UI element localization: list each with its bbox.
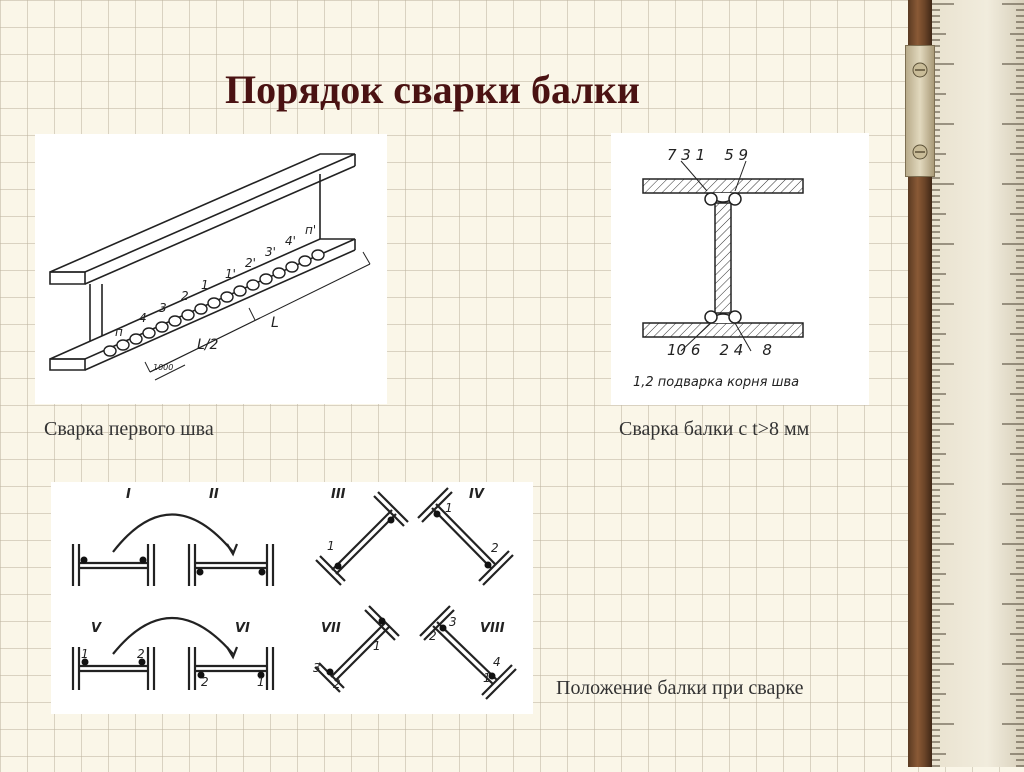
seam-label: 2	[181, 289, 189, 303]
bottom-seam-labels: 10 6 2 4 8	[667, 341, 772, 359]
seam-number: 3	[313, 661, 321, 675]
beam-positions-drawing	[51, 482, 533, 714]
seam-number: 4	[493, 655, 501, 669]
seam-number: 1	[327, 539, 335, 553]
seam-number: 2	[429, 629, 437, 643]
position-label: VIII	[480, 621, 505, 636]
ruler-brass-clip	[905, 45, 935, 177]
seam-number: 1	[445, 501, 453, 515]
figure-first-seam	[35, 134, 387, 404]
position-label: III	[331, 487, 346, 502]
seam-number: 2	[333, 677, 341, 691]
isometric-beam-drawing	[35, 134, 387, 404]
seam-label: 1'	[225, 267, 236, 281]
top-seam-labels: 7 3 1 5 9	[667, 146, 749, 164]
ruler-scale	[932, 0, 1024, 767]
seam-label: 4'	[285, 234, 296, 248]
position-label: V	[91, 621, 102, 636]
seam-number: 1	[81, 647, 89, 661]
position-label: IV	[469, 487, 484, 502]
position-label: VII	[321, 621, 341, 636]
ruler-ticks	[932, 0, 1024, 767]
position-label: II	[209, 487, 219, 502]
seam-number: 3	[449, 615, 457, 629]
root-weld-note: 1,2 подварка корня шва	[633, 375, 800, 390]
seam-number: 1	[483, 671, 491, 685]
seam-number: 2	[491, 541, 499, 555]
seam-label: п	[115, 325, 123, 339]
seam-number: 2	[137, 647, 145, 661]
caption-beam-thick: Сварка балки с t>8 мм	[619, 418, 810, 440]
seam-label: 3'	[265, 245, 276, 259]
seam-number: 1	[257, 675, 265, 689]
screw-icon	[906, 46, 934, 176]
cross-section-drawing	[611, 133, 869, 405]
position-label: I	[126, 487, 131, 502]
seam-label: 4	[139, 311, 147, 325]
seam-label: 3	[159, 301, 167, 315]
figure-beam-positions	[51, 482, 533, 714]
figure-cross-section	[611, 133, 869, 405]
dim-label-l2: L/2	[197, 337, 219, 353]
seam-number: 2	[201, 675, 209, 689]
seam-number: 1	[373, 639, 381, 653]
seam-label: 1	[201, 278, 209, 292]
caption-first-seam: Сварка первого шва	[44, 418, 214, 440]
caption-beam-position: Положение балки при сварке	[556, 677, 804, 699]
dim-label-l: L	[271, 315, 279, 331]
seam-label: п'	[305, 223, 317, 237]
position-label: VI	[235, 621, 250, 636]
seam-label: 2'	[245, 256, 256, 270]
dim-label-1000: 1000	[153, 363, 174, 372]
page-title: Порядок сварки балки	[225, 67, 640, 112]
